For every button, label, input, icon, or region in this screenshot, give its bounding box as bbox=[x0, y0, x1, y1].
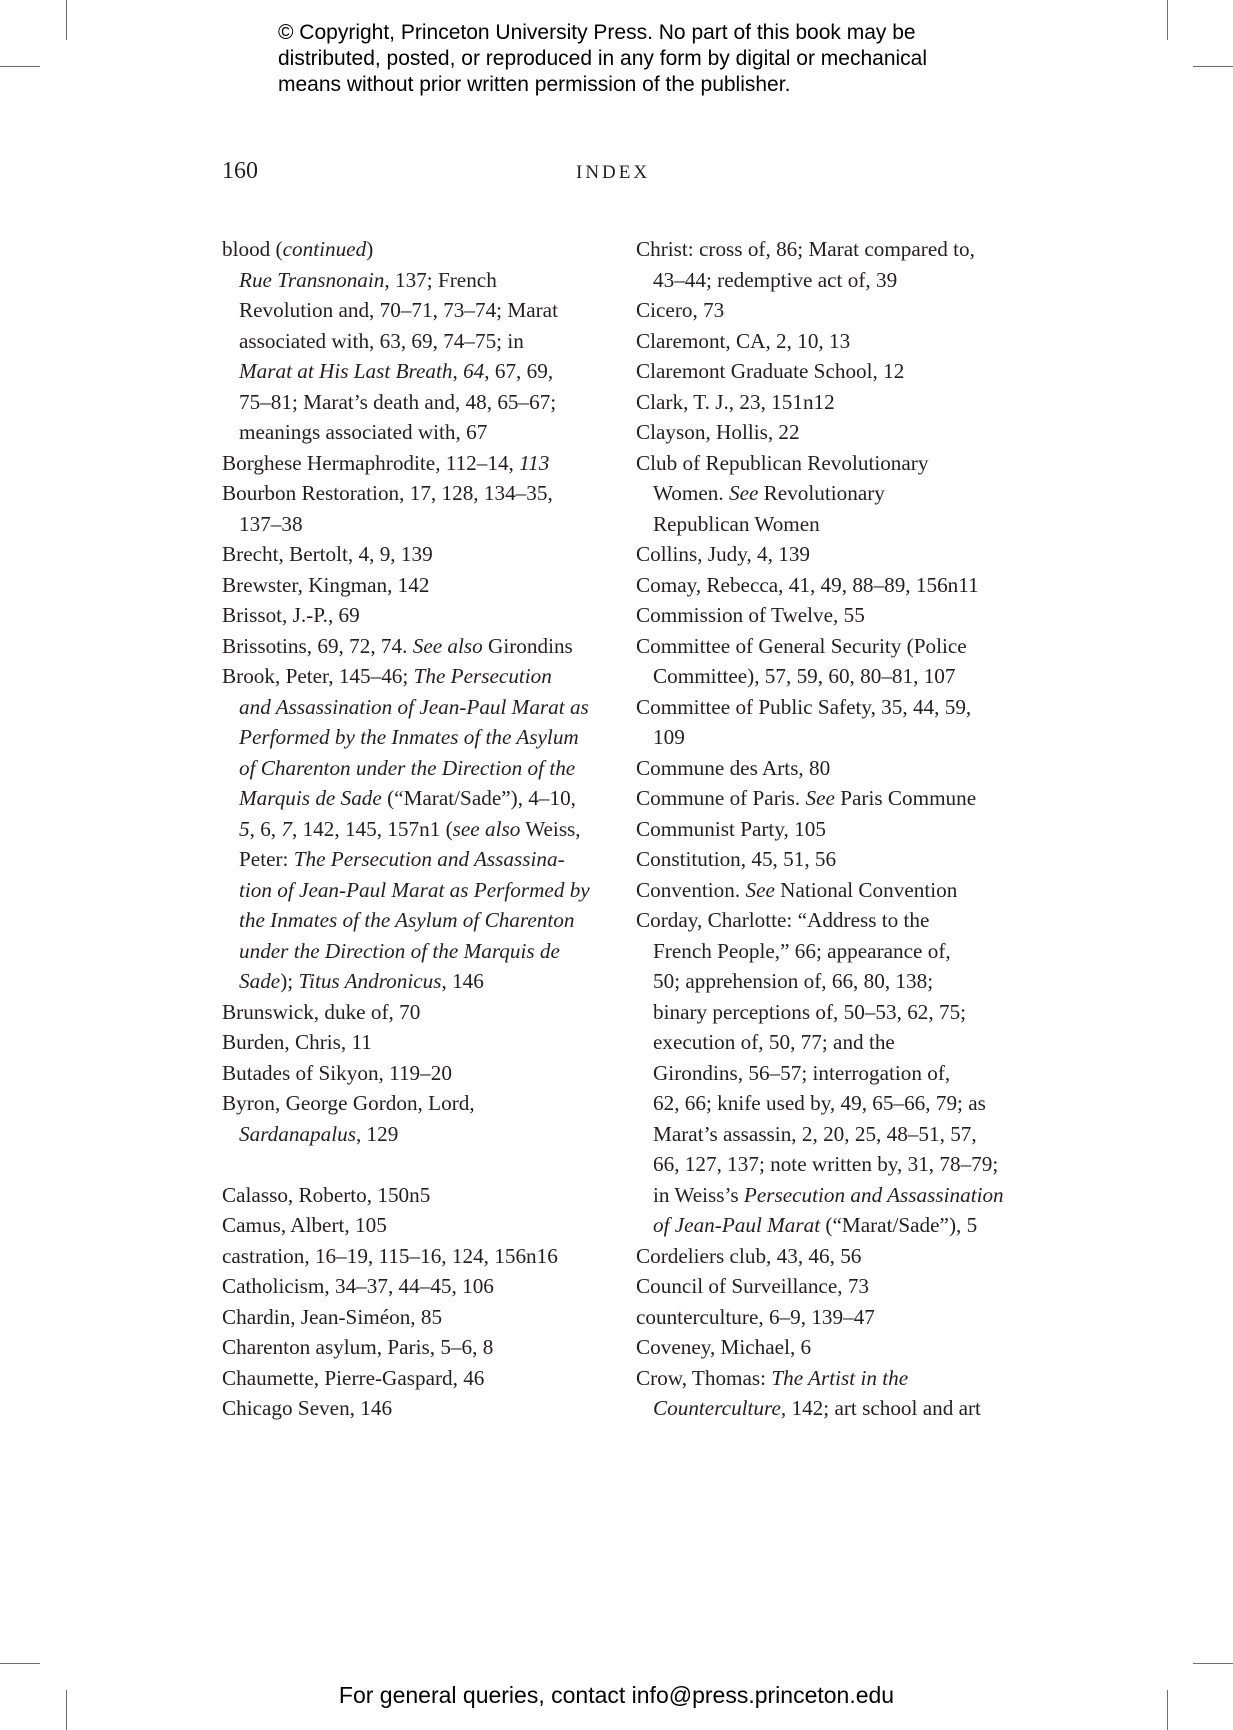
index-entry-heading: Borghese Hermaphrodite, 112–14, 113 bbox=[222, 450, 550, 475]
index-entry bbox=[636, 387, 1036, 418]
index-entry-heading: Calasso, Roberto, 150n5 bbox=[222, 1182, 431, 1207]
crop-mark bbox=[0, 66, 40, 67]
index-entry-heading: Chaumette, Pierre-Gaspard, 46 bbox=[222, 1365, 485, 1390]
index-entry bbox=[222, 1241, 622, 1272]
index-entry-continuation: under the Direction of the Marquis de bbox=[239, 938, 560, 963]
index-entry-continuation: Peter: The Persecution and Assassina- bbox=[239, 847, 565, 871]
index-entry-heading: Commission of Twelve, 55 bbox=[636, 603, 865, 627]
crop-mark bbox=[0, 1663, 40, 1664]
index-entry-continuation: 66, 127, 137; note written by, 31, 78–79; bbox=[653, 1152, 999, 1176]
index-entry-heading: blood (continued) bbox=[222, 237, 374, 261]
index-entry bbox=[222, 570, 622, 601]
index-entry-heading: Brissotins, 69, 72, 74. See also Girondins bbox=[222, 633, 573, 658]
index-entry-heading: Claremont, CA, 2, 10, 13 bbox=[636, 328, 851, 353]
index-entry-heading: Brecht, Bertolt, 4, 9, 139 bbox=[222, 542, 433, 566]
index-entry-heading: Chicago Seven, 146 bbox=[222, 1396, 393, 1420]
index-entry-continuation: Marat’s assassin, 2, 20, 25, 48–51, 57, bbox=[653, 1121, 977, 1146]
index-entry-continuation: execution of, 50, 77; and the bbox=[653, 1030, 895, 1054]
footer-contact: For general queries, contact info@press.princeton.edu bbox=[338, 1682, 895, 1708]
index-entry-continuation: of Charenton under the Direction of the bbox=[239, 755, 576, 780]
index-entry bbox=[222, 478, 622, 539]
index-entry bbox=[636, 783, 1036, 814]
index-entry bbox=[636, 1241, 1036, 1272]
running-head: INDEX bbox=[576, 162, 651, 183]
index-entry-continuation: the Inmates of the Asylum of Charenton bbox=[239, 908, 575, 932]
index-entry bbox=[222, 234, 622, 448]
index-entry-heading: Commune des Arts, 80 bbox=[636, 755, 831, 780]
copyright-line: means without prior written permission of the publisher. bbox=[278, 73, 791, 96]
index-entry bbox=[636, 539, 1036, 570]
index-entry bbox=[636, 1332, 1036, 1363]
index-entry-heading: Brissot, J.-P., 69 bbox=[222, 603, 360, 627]
index-entry-heading: Catholicism, 34–37, 44–45, 106 bbox=[222, 1274, 494, 1298]
index-entry-heading: Constitution, 45, 51, 56 bbox=[636, 847, 837, 871]
copyright-line: © Copyright, Princeton University Press. No part of this book may be bbox=[278, 21, 916, 44]
index-entry-continuation: Rue Transnonain, 137; French bbox=[239, 267, 497, 292]
index-entry-heading: Clark, T. J., 23, 151n12 bbox=[636, 389, 835, 414]
index-entry bbox=[636, 875, 1036, 906]
index-entry bbox=[222, 1027, 622, 1058]
index-entry bbox=[222, 1271, 622, 1302]
index-entry bbox=[636, 234, 1036, 295]
index-entry bbox=[222, 997, 622, 1028]
index-entry-continuation: French People,” 66; appearance of, bbox=[653, 938, 951, 963]
index-entry-heading: counterculture, 6–9, 139–47 bbox=[636, 1304, 875, 1329]
page-number: 160 bbox=[222, 158, 258, 184]
index-entry-continuation: Revolution and, 70–71, 73–74; Marat bbox=[239, 298, 558, 322]
index-entry-heading: Comay, Rebecca, 41, 49, 88–89, 156n11 bbox=[636, 572, 979, 597]
index-entry-heading: Byron, George Gordon, Lord, bbox=[222, 1091, 475, 1115]
index-entry-continuation: Sade); Titus Andronicus, 146 bbox=[239, 969, 484, 993]
index-entry-continuation: in Weiss’s Persecution and Assassination bbox=[653, 1182, 1004, 1207]
index-entry-heading: Convention. See National Convention bbox=[636, 877, 958, 902]
index-entry-heading: Brewster, Kingman, 142 bbox=[222, 572, 430, 597]
index-entry bbox=[222, 1302, 622, 1333]
index-entry bbox=[222, 1332, 622, 1363]
index-entry-heading: Commune of Paris. See Paris Commune bbox=[636, 786, 977, 810]
index-entry bbox=[222, 1058, 622, 1089]
index-entry-continuation: tion of Jean-Paul Marat as Performed by bbox=[239, 877, 590, 902]
index-entry bbox=[636, 753, 1036, 784]
index-entry-heading: Club of Republican Revolutionary bbox=[636, 450, 929, 475]
index-entry bbox=[636, 905, 1036, 1241]
index-entry bbox=[636, 631, 1036, 692]
index-entry bbox=[636, 1302, 1036, 1333]
index-entry bbox=[222, 448, 622, 479]
crop-mark bbox=[1167, 0, 1168, 40]
index-entry-continuation: Counterculture, 142; art school and art bbox=[653, 1396, 981, 1420]
index-entry bbox=[636, 417, 1036, 448]
index-entry-heading: Charenton asylum, Paris, 5–6, 8 bbox=[222, 1335, 494, 1359]
index-entry-heading: Collins, Judy, 4, 139 bbox=[636, 542, 811, 566]
index-entry-heading: Butades of Sikyon, 119–20 bbox=[222, 1060, 452, 1085]
index-entry-continuation: Marat at His Last Breath, 64, 67, 69, bbox=[239, 359, 554, 383]
index-entry-heading: Corday, Charlotte: “Address to the bbox=[636, 908, 930, 932]
index-entry-continuation: Sardanapalus, 129 bbox=[239, 1121, 399, 1146]
index-entry bbox=[636, 1363, 1036, 1424]
index-entry-heading: Bourbon Restoration, 17, 128, 134–35, bbox=[222, 481, 553, 505]
index-entry-continuation: associated with, 63, 69, 74–75; in bbox=[239, 328, 524, 353]
index-entry-heading: Clayson, Hollis, 22 bbox=[636, 420, 800, 444]
index-entry bbox=[636, 692, 1036, 753]
index-entry-heading: Cordeliers club, 43, 46, 56 bbox=[636, 1243, 862, 1268]
index-entry-heading: Camus, Albert, 105 bbox=[222, 1213, 387, 1237]
index-entry-continuation: Marquis de Sade (“Marat/Sade”), 4–10, bbox=[239, 786, 576, 810]
index-entry-heading: Brunswick, duke of, 70 bbox=[222, 999, 421, 1024]
index-entry-heading: Committee of Public Safety, 35, 44, 59, bbox=[636, 694, 972, 719]
index-entry bbox=[222, 1180, 622, 1211]
index-entry-heading: Communist Party, 105 bbox=[636, 816, 826, 841]
index-entry-continuation: 137–38 bbox=[239, 511, 303, 536]
index-entry-heading: Brook, Peter, 145–46; The Persecution bbox=[222, 664, 552, 688]
index-entry-heading: Crow, Thomas: The Artist in the bbox=[636, 1365, 909, 1390]
index-entry-heading: castration, 16–19, 115–16, 124, 156n16 bbox=[222, 1243, 558, 1268]
index-entry bbox=[636, 1271, 1036, 1302]
crop-mark bbox=[1193, 66, 1233, 67]
index-entry-continuation: Girondins, 56–57; interrogation of, bbox=[653, 1060, 951, 1085]
index-entry bbox=[636, 600, 1036, 631]
index-entry bbox=[222, 631, 622, 662]
index-entry-continuation: 43–44; redemptive act of, 39 bbox=[653, 267, 898, 292]
index-entry-heading: Committee of General Security (Police bbox=[636, 633, 967, 658]
index-entry bbox=[636, 295, 1036, 326]
index-entry-continuation: 50; apprehension of, 66, 80, 138; bbox=[653, 969, 934, 993]
index-entry-continuation: binary perceptions of, 50–53, 62, 75; bbox=[653, 999, 967, 1024]
index-entry bbox=[222, 1088, 622, 1149]
index-entry-continuation: meanings associated with, 67 bbox=[239, 420, 488, 444]
index-entry-heading: Chardin, Jean-Siméon, 85 bbox=[222, 1304, 443, 1329]
index-entry bbox=[222, 539, 622, 570]
crop-mark bbox=[1193, 1663, 1233, 1664]
index-entry-continuation: Committee), 57, 59, 60, 80–81, 107 bbox=[653, 664, 956, 688]
letter-group-gap bbox=[222, 1149, 622, 1180]
copyright-notice bbox=[278, 20, 1038, 98]
index-entry-continuation: Women. See Revolutionary bbox=[653, 481, 885, 505]
index-entry bbox=[222, 1393, 622, 1424]
index-entry bbox=[636, 570, 1036, 601]
index-entry bbox=[636, 448, 1036, 540]
index-entry-continuation: and Assassination of Jean-Paul Marat as bbox=[239, 694, 589, 719]
index-entry-heading: Cicero, 73 bbox=[636, 298, 725, 322]
index-entry bbox=[636, 326, 1036, 357]
index-column-right bbox=[636, 234, 1036, 1424]
index-entry-continuation: 75–81; Marat’s death and, 48, 65–67; bbox=[239, 389, 557, 414]
index-entry-continuation: 109 bbox=[653, 725, 685, 749]
index-entry-heading: Christ: cross of, 86; Marat compared to, bbox=[636, 237, 975, 261]
index-entry bbox=[222, 1210, 622, 1241]
copyright-line: distributed, posted, or reproduced in any form by digital or mechanical bbox=[278, 47, 928, 70]
index-entry-heading: Council of Surveillance, 73 bbox=[636, 1274, 870, 1298]
index-entry bbox=[222, 600, 622, 631]
index-entry-heading: Burden, Chris, 11 bbox=[222, 1030, 372, 1054]
crop-mark bbox=[66, 0, 67, 40]
index-entry-continuation: 62, 66; knife used by, 49, 65–66, 79; as bbox=[653, 1091, 986, 1115]
index-entry bbox=[636, 356, 1036, 387]
index-entry bbox=[636, 814, 1036, 845]
index-entry-heading: Claremont Graduate School, 12 bbox=[636, 359, 905, 383]
index-entry bbox=[222, 1363, 622, 1394]
index-entry-continuation: Performed by the Inmates of the Asylum bbox=[239, 725, 579, 749]
index-entry-heading: Coveney, Michael, 6 bbox=[636, 1335, 812, 1359]
index-entry-continuation: Republican Women bbox=[653, 511, 820, 536]
index-column-left bbox=[222, 234, 622, 1424]
index-entry-continuation: of Jean-Paul Marat (“Marat/Sade”), 5 bbox=[653, 1213, 978, 1237]
index-entry bbox=[636, 844, 1036, 875]
index-entry bbox=[222, 661, 622, 997]
index-entry-continuation: 5, 6, 7, 142, 145, 157n1 (see also Weiss, bbox=[239, 816, 581, 841]
